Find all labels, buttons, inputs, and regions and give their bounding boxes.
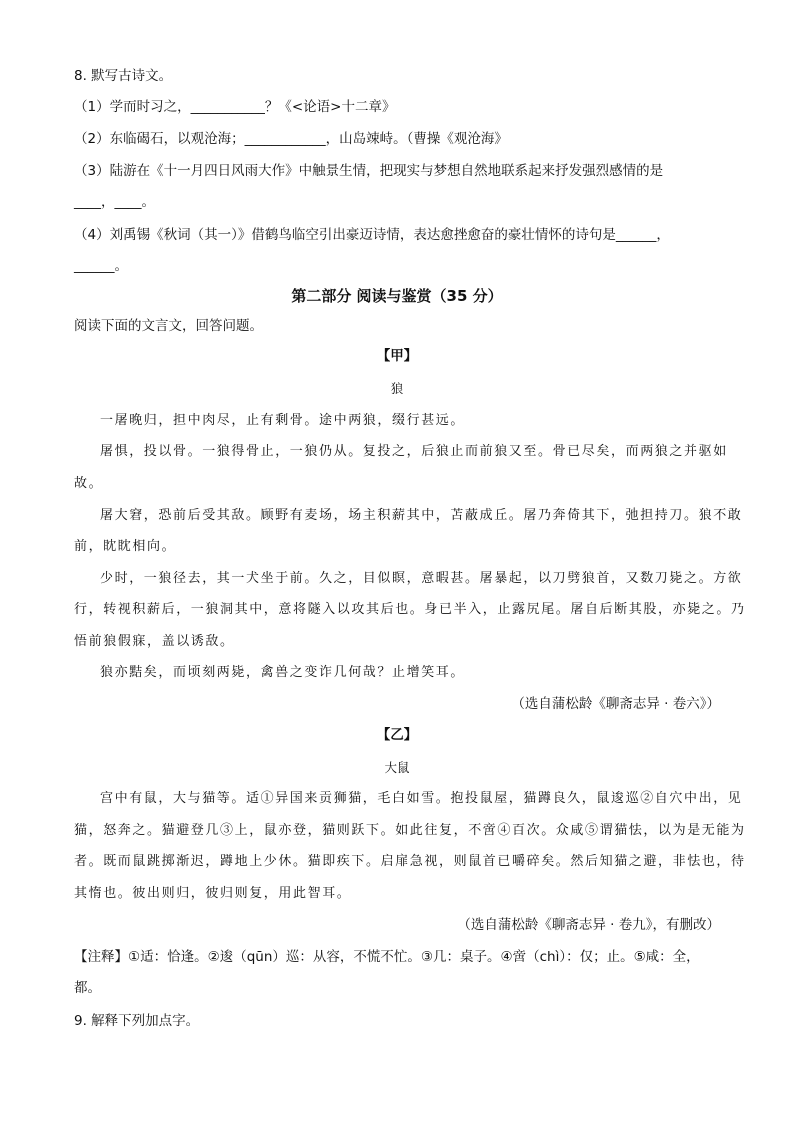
question-8-item-2: （2）东临碣石，以观沧海；____________，山岛竦峙。（曹操《观沧海》 bbox=[74, 131, 508, 147]
question-8-item-4-line-2: ______。 bbox=[74, 258, 128, 274]
annotation-line-2: 都。 bbox=[74, 980, 101, 996]
passage-yi-line: 者。既而鼠跳掷渐迟，蹲地上少休。猫即疾下。启扉急视，则鼠首已嚼碎矣。然后知猫之避，非怯也，待 bbox=[74, 854, 746, 869]
annotation-line-1: 【注释】①适：恰逢。②逡（qūn）巡：从容，不慌不忙。③几：桌子。④啻（chì）：仅；止。⑤咸：全， bbox=[74, 949, 700, 965]
passage-yi-title: 大鼠 bbox=[384, 760, 410, 775]
passage-jia-title: 狼 bbox=[390, 381, 404, 396]
question-9-title: 9. 解释下列加点字。 bbox=[74, 1013, 200, 1029]
passage-jia-label: 【甲】 bbox=[376, 348, 418, 364]
question-8-item-1: （1）学而时习之，___________？《<论语>十二章》 bbox=[74, 99, 396, 115]
passage-yi-line: 其惰也。彼出则归，彼归则复，用此智耳。 bbox=[74, 886, 352, 901]
passage-jia-line: 少时，一狼径去，其一犬坐于前。久之，目似瞑，意暇甚。屠暴起，以刀劈狼首，又数刀毙之。方欲 bbox=[100, 571, 743, 586]
passage-jia-line: 屠惧，投以骨。一狼得骨止，一狼仍从。复投之，后狼止而前狼又至。骨已尽矣，而两狼之并驱如 bbox=[100, 444, 728, 459]
passage-jia-line: 屠大窘，恐前后受其敌。顾野有麦场，场主积薪其中，苫蔽成丘。屠乃奔倚其下，弛担持刀。狼不敢 bbox=[100, 508, 743, 523]
question-8-item-4-line-1: （4）刘禹锡《秋词（其一）》借鹤鸟临空引出豪迈诗情，表达愈挫愈奋的豪壮情怀的诗句是______， bbox=[74, 227, 670, 243]
passage-jia-line: 前，眈眈相向。 bbox=[74, 539, 177, 554]
passage-jia-line: 行，转视积薪后，一狼洞其中，意将隧入以攻其后也。身已半入，止露尻尾。屠自后断其股，亦毙之。乃 bbox=[74, 602, 746, 617]
passage-jia-line: 故。 bbox=[74, 476, 104, 491]
passage-jia-line: 悟前狼假寐，盖以诱敌。 bbox=[74, 634, 235, 649]
reading-instruction: 阅读下面的文言文，回答问题。 bbox=[74, 318, 263, 334]
question-8-item-3-line-2: ____，____。 bbox=[74, 194, 155, 210]
passage-jia-source: （选自蒲松龄《聊斋志异 · 卷六》） bbox=[511, 696, 720, 712]
part-2-title: 第二部分 阅读与鉴赏（35 分） bbox=[291, 287, 503, 305]
passage-jia-line: 狼亦黠矣，而顷刻两毙，禽兽之变诈几何哉？止增笑耳。 bbox=[100, 665, 466, 680]
passage-yi-source: （选自蒲松龄《聊斋志异 · 卷九》，有删改） bbox=[457, 917, 720, 933]
passage-yi-line: 猫，怒奔之。猫避登几③上，鼠亦登，猫则跃下。如此往复，不啻④百次。众咸⑤谓猫怯，以为是无能为 bbox=[74, 823, 746, 838]
question-8-title: 8. 默写古诗文。 bbox=[74, 68, 173, 84]
passage-jia-line: 一屠晚归，担中肉尽，止有剩骨。途中两狼，缀行甚远。 bbox=[100, 413, 466, 428]
passage-yi-label: 【乙】 bbox=[376, 727, 418, 743]
passage-yi-line: 宫中有鼠，大与猫等。适①异国来贡狮猫，毛白如雪。抱投鼠屋，猫蹲良久，鼠逡巡②自穴中出，见 bbox=[100, 791, 743, 806]
question-8-item-3-line-1: （3）陆游在《十一月四日风雨大作》中触景生情，把现实与梦想自然地联系起来抒发强烈感情的是 bbox=[74, 163, 664, 179]
